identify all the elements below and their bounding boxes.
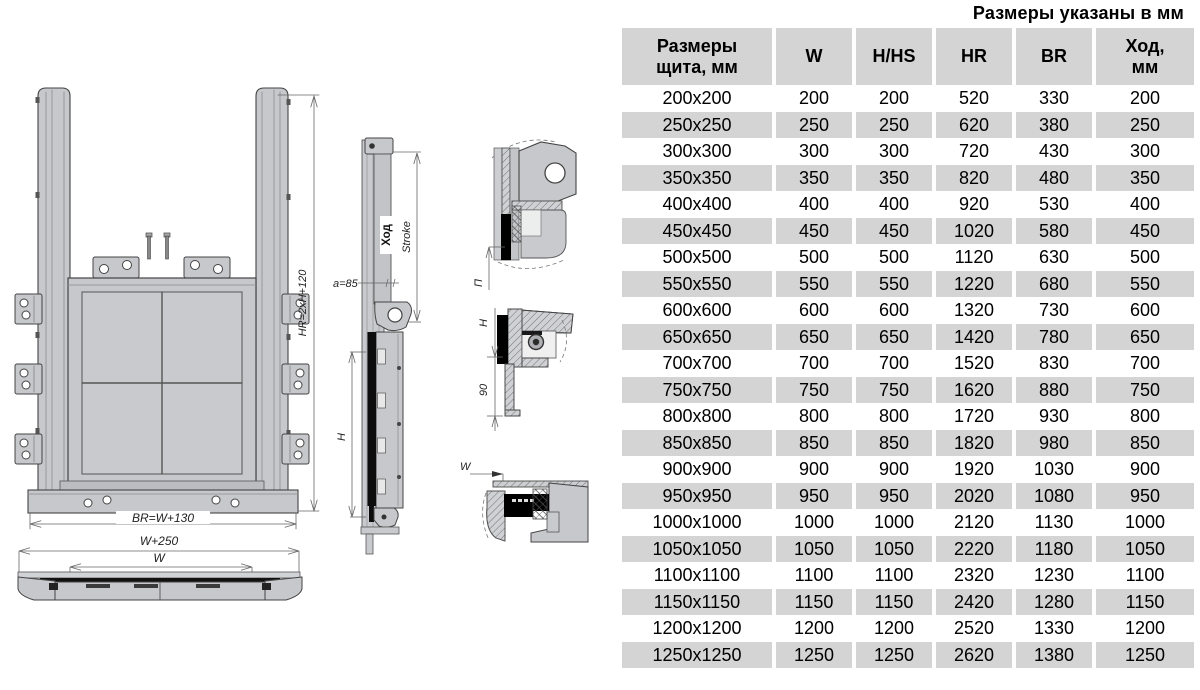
w250-label: W+250 xyxy=(139,534,179,548)
bottom-section-drawing xyxy=(18,534,302,600)
size-cell: 400x400 xyxy=(662,194,732,215)
value-cell: 2420 xyxy=(936,589,1012,616)
value-cell: 400 xyxy=(1129,194,1161,215)
table-row xyxy=(622,218,1194,245)
col-hhs: H/HS xyxy=(856,28,932,85)
value-cell: 650 xyxy=(856,324,932,351)
size-cell: 650x650 xyxy=(622,324,772,351)
value-cell: 800 xyxy=(878,406,910,427)
value-cell: 1200 xyxy=(793,618,835,639)
value-cell: 530 xyxy=(1038,194,1070,215)
value-cell: 1000 xyxy=(873,512,915,533)
size-cell: 900x900 xyxy=(662,459,732,480)
value-cell: 620 xyxy=(936,112,1012,139)
value-cell: 1150 xyxy=(1096,589,1194,616)
size-cell: 1100x1100 xyxy=(653,565,741,586)
value-cell: 1520 xyxy=(953,353,995,374)
size-cell: 350x350 xyxy=(622,165,772,192)
value-cell: 920 xyxy=(958,194,990,215)
value-cell: 1320 xyxy=(953,300,995,321)
detail-top-drawing xyxy=(473,140,576,290)
value-cell: 850 xyxy=(1096,430,1194,457)
value-cell: 780 xyxy=(1016,324,1092,351)
value-cell: 950 xyxy=(1096,483,1194,510)
value-cell: 1620 xyxy=(936,377,1012,404)
table-row xyxy=(622,403,1194,430)
value-cell: 1250 xyxy=(776,642,852,669)
value-cell: 1920 xyxy=(953,459,995,480)
front-view-drawing xyxy=(15,88,319,529)
value-cell: 850 xyxy=(776,430,852,457)
size-cell: 800x800 xyxy=(662,406,732,427)
value-cell: 850 xyxy=(856,430,932,457)
table-row xyxy=(622,350,1194,377)
value-cell: 400 xyxy=(798,194,830,215)
value-cell: 1130 xyxy=(1034,512,1074,533)
table-row xyxy=(622,324,1194,351)
table-row xyxy=(622,112,1194,139)
table-row xyxy=(622,85,1194,112)
value-cell: 550 xyxy=(776,271,852,298)
value-cell: 1200 xyxy=(873,618,915,639)
col-hr: HR xyxy=(936,28,1012,85)
value-cell: 1380 xyxy=(1016,642,1092,669)
size-cell: 200x200 xyxy=(662,88,732,109)
value-cell: 1020 xyxy=(936,218,1012,245)
value-cell: 350 xyxy=(776,165,852,192)
table-body xyxy=(622,85,1194,668)
table-row xyxy=(622,615,1194,642)
table-row xyxy=(622,297,1194,324)
value-cell: 300 xyxy=(1129,141,1161,162)
value-cell: 350 xyxy=(856,165,932,192)
value-cell: 1000 xyxy=(793,512,835,533)
dim90-label: 90 xyxy=(478,383,490,397)
size-cell: 1200x1200 xyxy=(652,618,742,639)
col-br: BR xyxy=(1016,28,1092,85)
value-cell: 2620 xyxy=(936,642,1012,669)
value-cell: 2320 xyxy=(953,565,995,586)
value-cell: 900 xyxy=(1129,459,1161,480)
value-cell: 1100 xyxy=(874,565,914,586)
value-cell: 500 xyxy=(878,247,910,268)
value-cell: 1100 xyxy=(794,565,834,586)
value-cell: 250 xyxy=(856,112,932,139)
size-cell: 1150x1150 xyxy=(622,589,772,616)
detail-bottom-drawing xyxy=(460,461,588,542)
value-cell: 1230 xyxy=(1033,565,1075,586)
value-cell: 750 xyxy=(776,377,852,404)
value-cell: 200 xyxy=(1129,88,1161,109)
value-cell: 1050 xyxy=(856,536,932,563)
dimensions-table xyxy=(618,28,1198,668)
value-cell: 830 xyxy=(1038,353,1070,374)
value-cell: 400 xyxy=(878,194,910,215)
size-cell: 1250x1250 xyxy=(622,642,772,669)
size-cell: 250x250 xyxy=(622,112,772,139)
size-cell: 1050x1050 xyxy=(622,536,772,563)
value-cell: 200 xyxy=(798,88,830,109)
value-cell: 1820 xyxy=(936,430,1012,457)
value-cell: 1120 xyxy=(954,247,994,268)
value-cell: 550 xyxy=(1096,271,1194,298)
value-cell: 650 xyxy=(776,324,852,351)
size-cell: 750x750 xyxy=(622,377,772,404)
page-title: Размеры указаны в мм xyxy=(972,3,1184,23)
value-cell: 700 xyxy=(1129,353,1161,374)
value-cell: 330 xyxy=(1038,88,1070,109)
value-cell: 1050 xyxy=(1096,536,1194,563)
value-cell: 450 xyxy=(1096,218,1194,245)
value-cell: 2120 xyxy=(953,512,995,533)
value-cell: 300 xyxy=(798,141,830,162)
value-cell: 950 xyxy=(856,483,932,510)
value-cell: 880 xyxy=(1016,377,1092,404)
value-cell: 950 xyxy=(776,483,852,510)
value-cell: 630 xyxy=(1038,247,1070,268)
table-row xyxy=(622,509,1194,536)
value-cell: 900 xyxy=(798,459,830,480)
value-cell: 650 xyxy=(1096,324,1194,351)
value-cell: 1330 xyxy=(1033,618,1075,639)
table-row xyxy=(622,244,1194,271)
table-row xyxy=(622,271,1194,298)
table-row xyxy=(622,430,1194,457)
value-cell: 1030 xyxy=(1033,459,1075,480)
value-cell: 1250 xyxy=(856,642,932,669)
hod-label: Ход xyxy=(381,224,393,246)
p-detail-label: П xyxy=(473,279,485,287)
value-cell: 430 xyxy=(1038,141,1070,162)
value-cell: 450 xyxy=(856,218,932,245)
value-cell: 200 xyxy=(878,88,910,109)
side-view-drawing xyxy=(333,138,421,554)
value-cell: 700 xyxy=(798,353,830,374)
value-cell: 380 xyxy=(1016,112,1092,139)
value-cell: 800 xyxy=(1129,406,1161,427)
value-cell: 600 xyxy=(878,300,910,321)
col-hod: Ход, мм xyxy=(1096,28,1194,85)
size-cell: 950x950 xyxy=(622,483,772,510)
table-row xyxy=(622,589,1194,616)
size-cell: 300x300 xyxy=(662,141,732,162)
br-formula-label: BR=W+130 xyxy=(131,511,195,525)
value-cell: 1100 xyxy=(1125,565,1165,586)
h-detail-label: H xyxy=(478,319,490,327)
value-cell: 700 xyxy=(878,353,910,374)
table-row xyxy=(622,562,1194,589)
value-cell: 500 xyxy=(798,247,830,268)
value-cell: 250 xyxy=(776,112,852,139)
value-cell: 250 xyxy=(1096,112,1194,139)
stroke-label: Stroke xyxy=(401,221,413,253)
value-cell: 300 xyxy=(878,141,910,162)
a85-label: a=85 xyxy=(333,278,358,290)
value-cell: 500 xyxy=(1129,247,1161,268)
size-cell: 600x600 xyxy=(662,300,732,321)
table-header xyxy=(622,28,1194,85)
col-size: Размеры щита, мм xyxy=(622,28,772,85)
size-cell: 550x550 xyxy=(622,271,772,298)
size-cell: 700x700 xyxy=(662,353,732,374)
value-cell: 730 xyxy=(1038,300,1070,321)
table-row xyxy=(622,642,1194,669)
value-cell: 1420 xyxy=(936,324,1012,351)
value-cell: 580 xyxy=(1016,218,1092,245)
table-row xyxy=(622,483,1194,510)
w-detail-label: W xyxy=(460,461,471,473)
value-cell: 820 xyxy=(936,165,1012,192)
value-cell: 600 xyxy=(1129,300,1161,321)
h-side-label: H xyxy=(336,433,348,441)
value-cell: 980 xyxy=(1016,430,1092,457)
w-front-label: W xyxy=(153,551,165,565)
table-row xyxy=(622,165,1194,192)
value-cell: 680 xyxy=(1016,271,1092,298)
value-cell: 720 xyxy=(958,141,990,162)
value-cell: 1150 xyxy=(856,589,932,616)
value-cell: 1050 xyxy=(776,536,852,563)
table-row xyxy=(622,377,1194,404)
size-cell: 450x450 xyxy=(622,218,772,245)
value-cell: 930 xyxy=(1038,406,1070,427)
table-row xyxy=(622,191,1194,218)
value-cell: 600 xyxy=(798,300,830,321)
value-cell: 750 xyxy=(1096,377,1194,404)
hr-formula-label: HR=2xH+120 xyxy=(297,269,309,337)
value-cell: 800 xyxy=(798,406,830,427)
value-cell: 900 xyxy=(878,459,910,480)
size-cell: 500x500 xyxy=(662,247,732,268)
col-w: W xyxy=(776,28,852,85)
value-cell: 2020 xyxy=(936,483,1012,510)
value-cell: 1220 xyxy=(936,271,1012,298)
value-cell: 550 xyxy=(856,271,932,298)
table-row xyxy=(622,536,1194,563)
value-cell: 1250 xyxy=(1096,642,1194,669)
value-cell: 520 xyxy=(958,88,990,109)
value-cell: 1180 xyxy=(1016,536,1092,563)
value-cell: 450 xyxy=(776,218,852,245)
value-cell: 1200 xyxy=(1124,618,1166,639)
size-cell: 850x850 xyxy=(622,430,772,457)
value-cell: 350 xyxy=(1096,165,1194,192)
value-cell: 1280 xyxy=(1016,589,1092,616)
table-row xyxy=(622,138,1194,165)
value-cell: 1720 xyxy=(953,406,995,427)
value-cell: 1000 xyxy=(1124,512,1166,533)
value-cell: 2520 xyxy=(953,618,995,639)
header-row xyxy=(622,28,1194,85)
value-cell: 1150 xyxy=(776,589,852,616)
value-cell: 1080 xyxy=(1016,483,1092,510)
value-cell: 480 xyxy=(1016,165,1092,192)
value-cell: 2220 xyxy=(936,536,1012,563)
table-row xyxy=(622,456,1194,483)
value-cell: 750 xyxy=(856,377,932,404)
detail-middle-drawing xyxy=(478,308,573,431)
size-cell: 1000x1000 xyxy=(652,512,742,533)
